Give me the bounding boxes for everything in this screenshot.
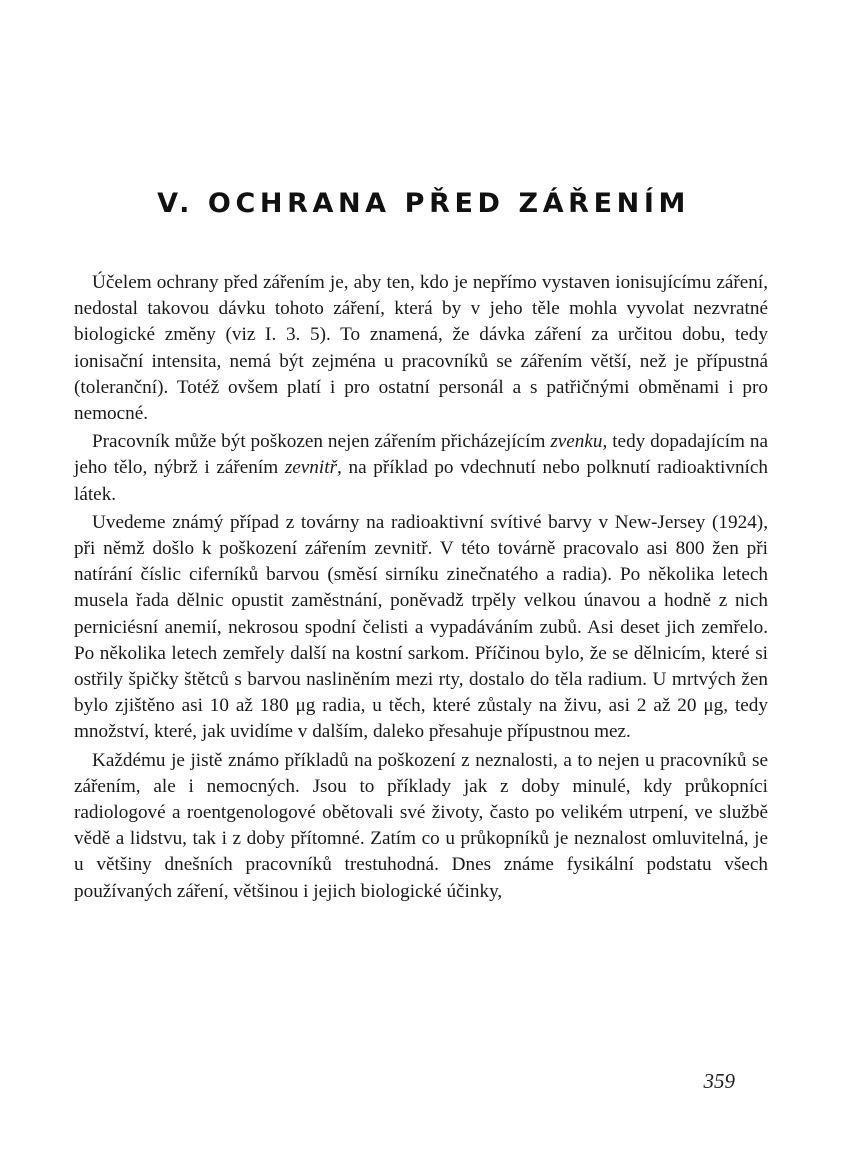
paragraph-intro: Účelem ochrany před zářením je, aby ten, kdo je nepřímo vystaven ionisujícímu záření, nedostal takovou dávku tohoto záření, která by v jeho těle mohla vyvolat nezvratné biologické změny (viz I. 3. 5). To znamená, že dávka záření za určitou dobu, tedy ionisační intensita, nemá být zejména u pracovníků se zářením větší, než je přípustná (toleranční). Totéž ovšem platí i pro ostatní personál a s patřičnými obměnami i pro nemocné. [74,272,768,425]
paragraph-external-internal [74,429,768,508]
paragraph-new-jersey-case: Uvedeme známý případ z továrny na radioaktivní svítivé barvy v New-Jersey (1924), při němž došlo k poškození zářením zevnitř. V této továrně pracovalo asi 800 žen při natírání číslic ciferníků barvou (směsí sirníku zinečnatého a radia). Po několika letech musela řada dělnic opustit zaměstnání, poněvadž trpěly velkou únavou a hodně z nich perniciésní anemií, nekrosou spodní čelisti a vypadáváním zubů. Asi deset jich zemřelo. Po několika letech zemřely další na kostní sarkom. Příčinou bylo, že se dělnicím, které si ostřily špičky štětců s barvou nasliněním mezi rty, dostalo do těla radium. U mrtvých žen bylo zjištěno asi 10 až 180 μg radia, u těch, které zůstaly na živu, asi 2 až 20 μg, tedy množství, které, jak uvidíme v dalším, daleko přesahuje přípustnou mez. [74,511,768,743]
emphasis-zevnitr: zevnitř, [284,457,342,479]
paragraph-text: tedy dopadajícím na jeho tělo, nýbrž i zářením [74,431,768,479]
chapter-title: V. OCHRANA PŘED ZÁŘENÍM [157,188,690,219]
body-text [74,270,768,907]
page-number: 359 [703,1069,735,1093]
paragraph-ignorance-examples: Každému je jistě známo příkladů na poškození z neznalosti, a to nejen u pracovníků se zářením, ale i nemocných. Jsou to příklady jak z doby minulé, kdy průkopníci radiologové a roentgenologové obětovali své životy, často po velikém utrpení, ve službě vědě a lidstvu, tak i z doby přítomné. Zatím co u průkopníků je neznalost omluvitelná, je u většiny dnešních pracovníků trestuhodná. Dnes známe fysikální podstatu všech používaných záření, většinou i jejich biologické účinky, [74,749,768,902]
emphasis-zvenku: zvenku, [550,431,608,453]
paragraph-text: Pracovník může být poškozen nejen zářením přicházejícím [92,431,551,453]
paragraph-text: na příklad po vdechnutí nebo polknutí radioaktivních látek. [74,457,768,505]
